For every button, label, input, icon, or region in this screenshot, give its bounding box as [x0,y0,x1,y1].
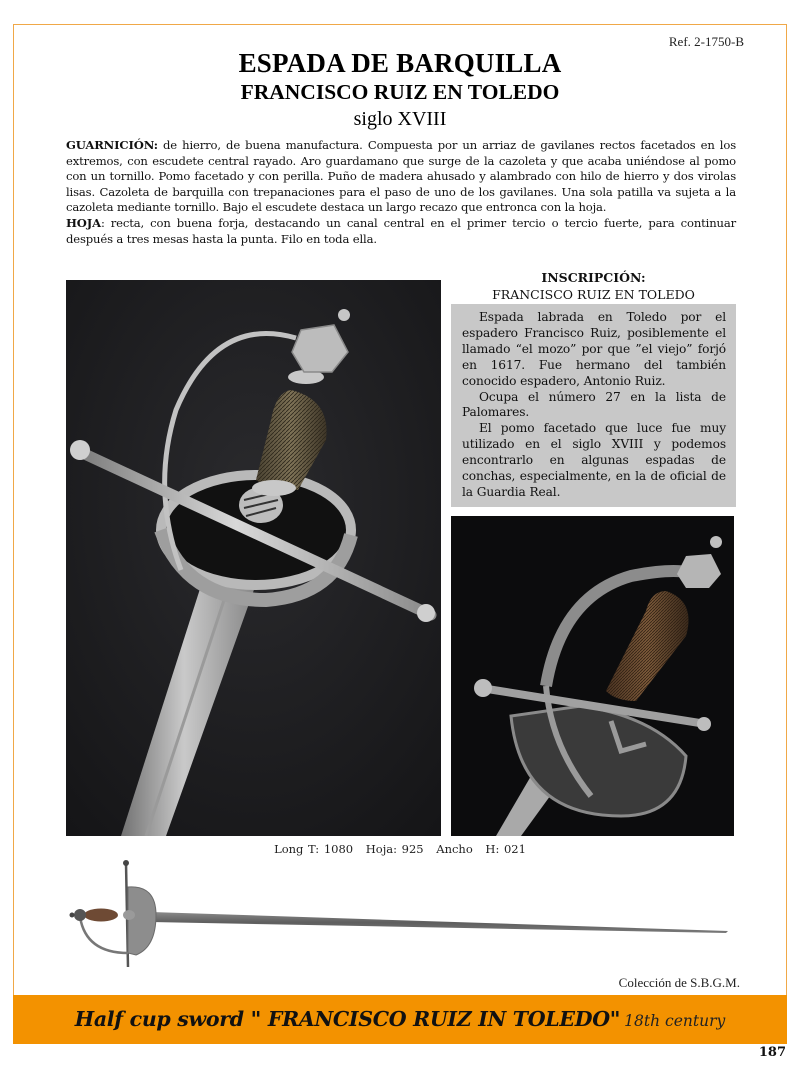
title-block [0,48,800,132]
banner-century: 18th century [624,1012,726,1030]
page-number: 187 [758,1045,786,1060]
full-sword-illustration [66,855,736,970]
collection-credit: Colección de S.B.G.M. [618,975,740,990]
description [66,138,736,247]
full-sword-photo [66,855,736,970]
guarnicion-label: GUARNICIÓN: [66,138,158,152]
hilt-illustration [66,280,441,836]
hoja-paragraph [66,216,736,247]
guarnicion-paragraph [66,138,736,216]
note-paragraph: El pomo facetado que luce fue muy utilizado en el siglo XVIII y podemos encontrarlo en algunas espadas de conchas, especialmente, en la de oficial de la Guardia Real. [462,421,726,499]
dimension-blade: Hoja: 925 [365,842,424,856]
sword-hilt-closeup-photo [66,280,441,836]
page-title: ESPADA DE BARQUILLA [238,48,562,78]
banner-title: Half cup sword " FRANCISCO RUIZ IN TOLEDO" [74,1007,621,1031]
dimension-long-total: Long T: 1080 [274,842,354,856]
hoja-text: : recta, con buena forja, destacando un canal central en el primer tercio o tercio fuerte, para continuar después a tres mesas hasta la punta. Filo en toda ella. [66,215,736,246]
note-paragraph: Ocupa el número 27 en la lista de Palomares. [462,389,726,420]
dimension-height: H: 021 [485,842,526,856]
note-paragraph: Espada labrada en Toledo por el espadero Francisco Ruiz, posiblemente el llamado “el mozo” por que ”el viejo” forjó en 1617. Fue hermano del también conocido espadero, Antonio Ruiz. [462,310,726,388]
guarnicion-text: de hierro, de buena manufactura. Compuesta por un arriaz de gavilanes rectos facetados en los extremos, con escudete central rayado. Aro guardamano que surge de la cazoleta y que acaba uniéndose al pomo con un tornillo. Pomo facetado y con perilla. Puño de madera ahusado y alambrado con hilo de hierro y dos virolas lisas. Cazoleta de barquilla con trepanaciones para el paso de uno de los gavilanes. Una sola patilla va sujeta a la cazoleta mediante tornillo. Bajo el escudete destaca un largo recazo que entronca con la hoja. [66,138,736,215]
sword-cup-guard-photo [451,516,734,836]
century-label: siglo XVIII [353,108,447,130]
dimension-width: Ancho [436,842,473,856]
notes-box [451,304,736,507]
dimensions [0,842,800,856]
inscription-label: INSCRIPCIÓN: [541,270,646,285]
page-subtitle: FRANCISCO RUIZ EN TOLEDO [240,80,560,104]
cup-guard-illustration [451,516,734,836]
reference-number: Ref. 2-1750-B [668,34,744,49]
inscription-value: FRANCISCO RUIZ EN TOLEDO [492,287,695,302]
hoja-label: HOJA [66,215,101,230]
inscription [451,270,736,303]
english-title-banner [13,995,787,1044]
